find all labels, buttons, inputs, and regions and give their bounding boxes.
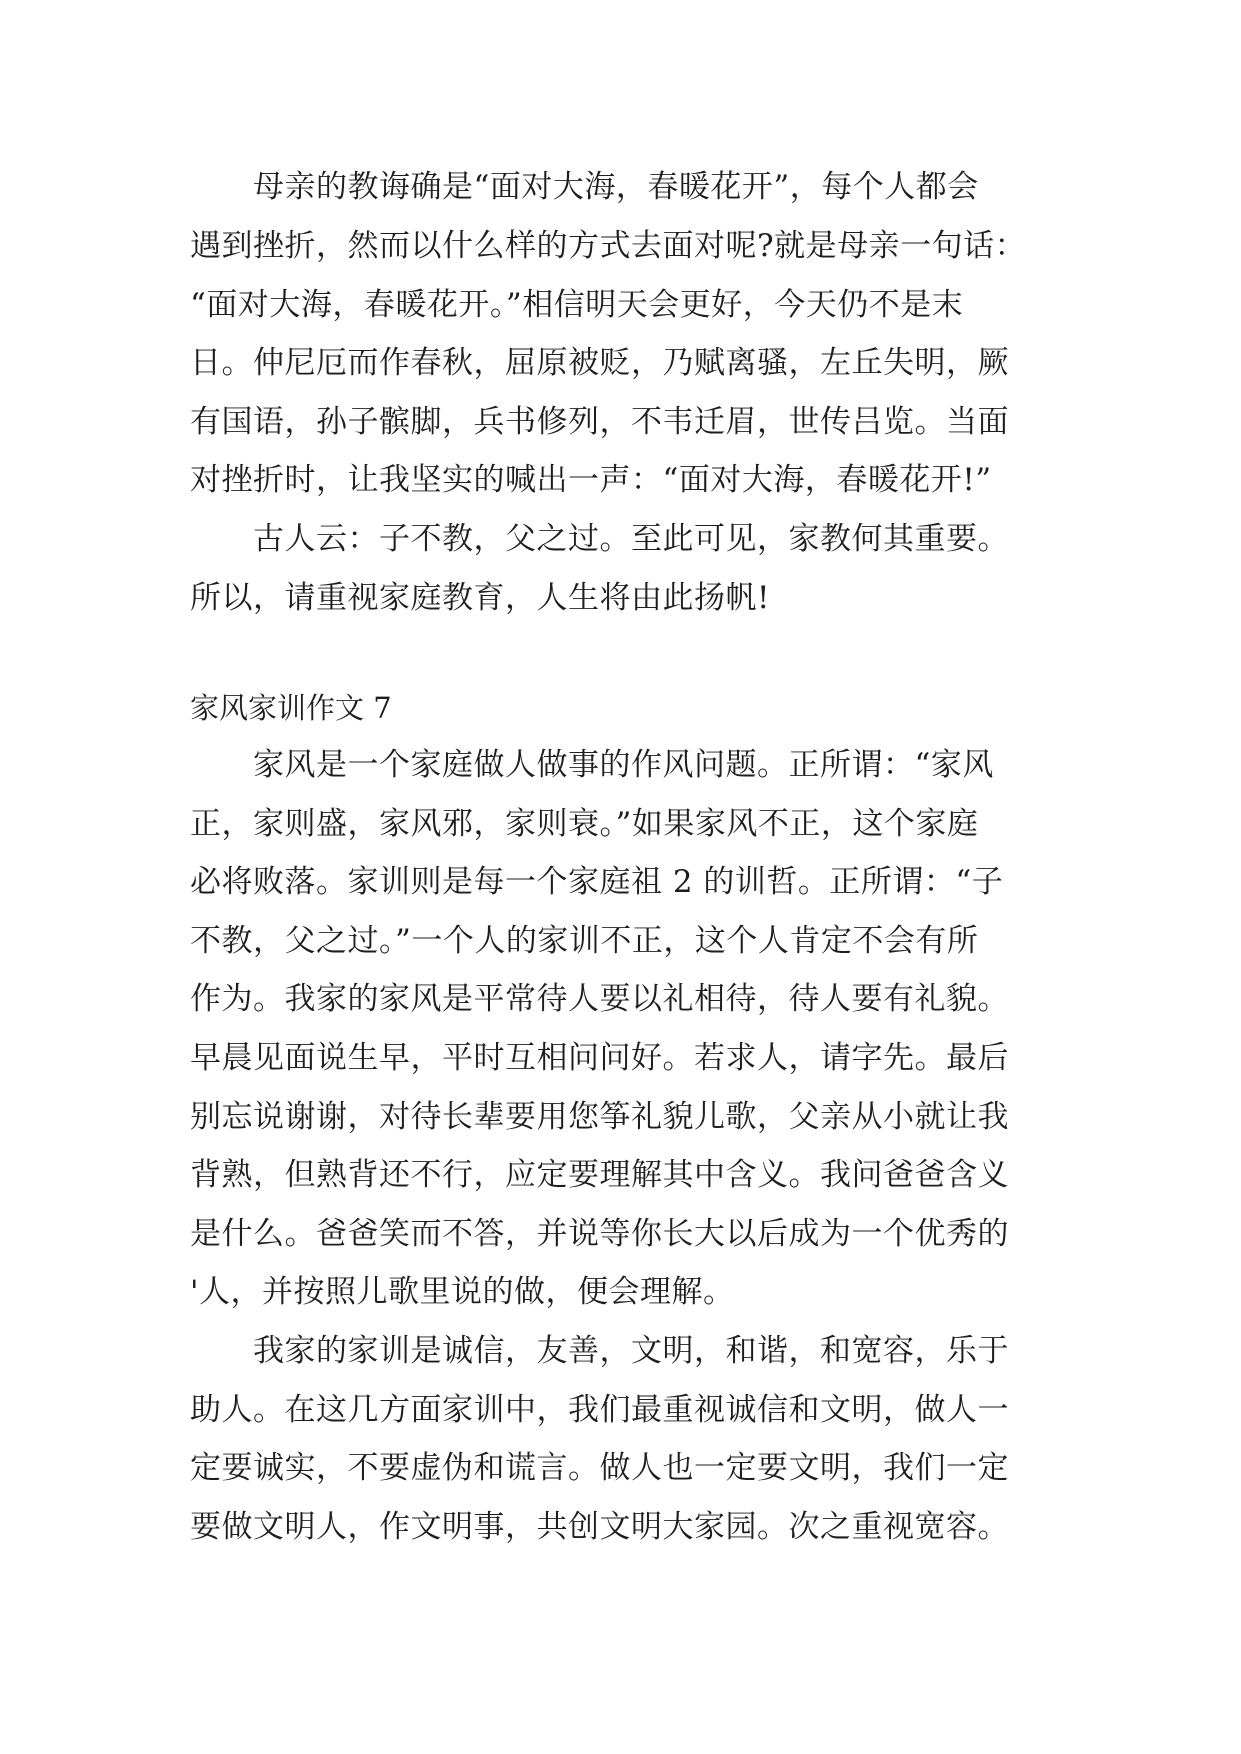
paragraph-3-line-2: 正，家则盛，家风邪，家则衰。”如果家风不正，这个家庭 xyxy=(190,806,979,842)
paragraph-3-line-1: 家风是一个家庭做人做事的作风问题。正所谓：“家风 xyxy=(253,747,994,783)
paragraph-1-line-5: 有国语，孙子髌脚，兵书修列，不韦迁眉，世传吕览。当面 xyxy=(190,404,1009,440)
section-heading: 家风家训作文 7 xyxy=(190,691,392,725)
paragraph-2-line-1: 古人云：子不教，父之过。至此可见，家教何其重要。 xyxy=(253,521,1009,557)
paragraph-4-line-4: 要做文明人，作文明事，共创文明大家园。次之重视宽容。 xyxy=(190,1509,1009,1545)
paragraph-3-line-9: 是什么。爸爸笑而不答，并说等你长大以后成为一个优秀的 xyxy=(190,1216,1009,1252)
paragraph-2-line-2: 所以，请重视家庭教育，人生将由此扬帆! xyxy=(190,580,770,616)
paragraph-3-line-3: 必将败落。家训则是每一个家庭祖 2 的训哲。正所谓：“子 xyxy=(190,864,1004,900)
paragraph-1-line-1: 母亲的教诲确是“面对大海，春暖花开”，每个人都会 xyxy=(253,169,979,205)
paragraph-3-line-8: 背熟，但熟背还不行，应定要理解其中含义。我问爸爸含义 xyxy=(190,1157,1009,1193)
paragraph-3-line-6: 早晨见面说生早，平时互相问问好。若求人，请字先。最后 xyxy=(190,1040,1009,1076)
paragraph-1-line-4: 日。仲尼厄而作春秋，屈原被贬，乃赋离骚，左丘失明，厥 xyxy=(190,345,1009,381)
paragraph-3-line-7: 别忘说谢谢，对待长辈要用您筝礼貌儿歌，父亲从小就让我 xyxy=(190,1099,1009,1135)
paragraph-1-line-6: 对挫折时，让我坚实的喊出一声：“面对大海，春暖花开!” xyxy=(190,462,992,498)
paragraph-3-line-5: 作为。我家的家风是平常待人要以礼相待，待人要有礼貌。 xyxy=(190,981,1009,1017)
paragraph-4-line-2: 助人。在这几方面家训中，我们最重视诚信和文明，做人一 xyxy=(190,1392,1009,1428)
paragraph-4-line-1: 我家的家训是诚信，友善，文明，和谐，和宽容，乐于 xyxy=(253,1333,1009,1369)
paragraph-3-line-10: '人，并按照儿歌里说的做，便会理解。 xyxy=(190,1274,735,1310)
paragraph-3-line-4: 不教，父之过。”一个人的家训不正，这个人肯定不会有所 xyxy=(190,923,979,959)
paragraph-4-line-3: 定要诚实，不要虚伪和谎言。做人也一定要文明，我们一定 xyxy=(190,1450,1009,1486)
paragraph-1-line-2: 遇到挫折，然而以什么样的方式去面对呢?就是母亲一句话： xyxy=(190,228,1027,264)
paragraph-1-line-3: “面对大海，春暖花开。”相信明天会更好，今天仍不是末 xyxy=(190,287,964,323)
